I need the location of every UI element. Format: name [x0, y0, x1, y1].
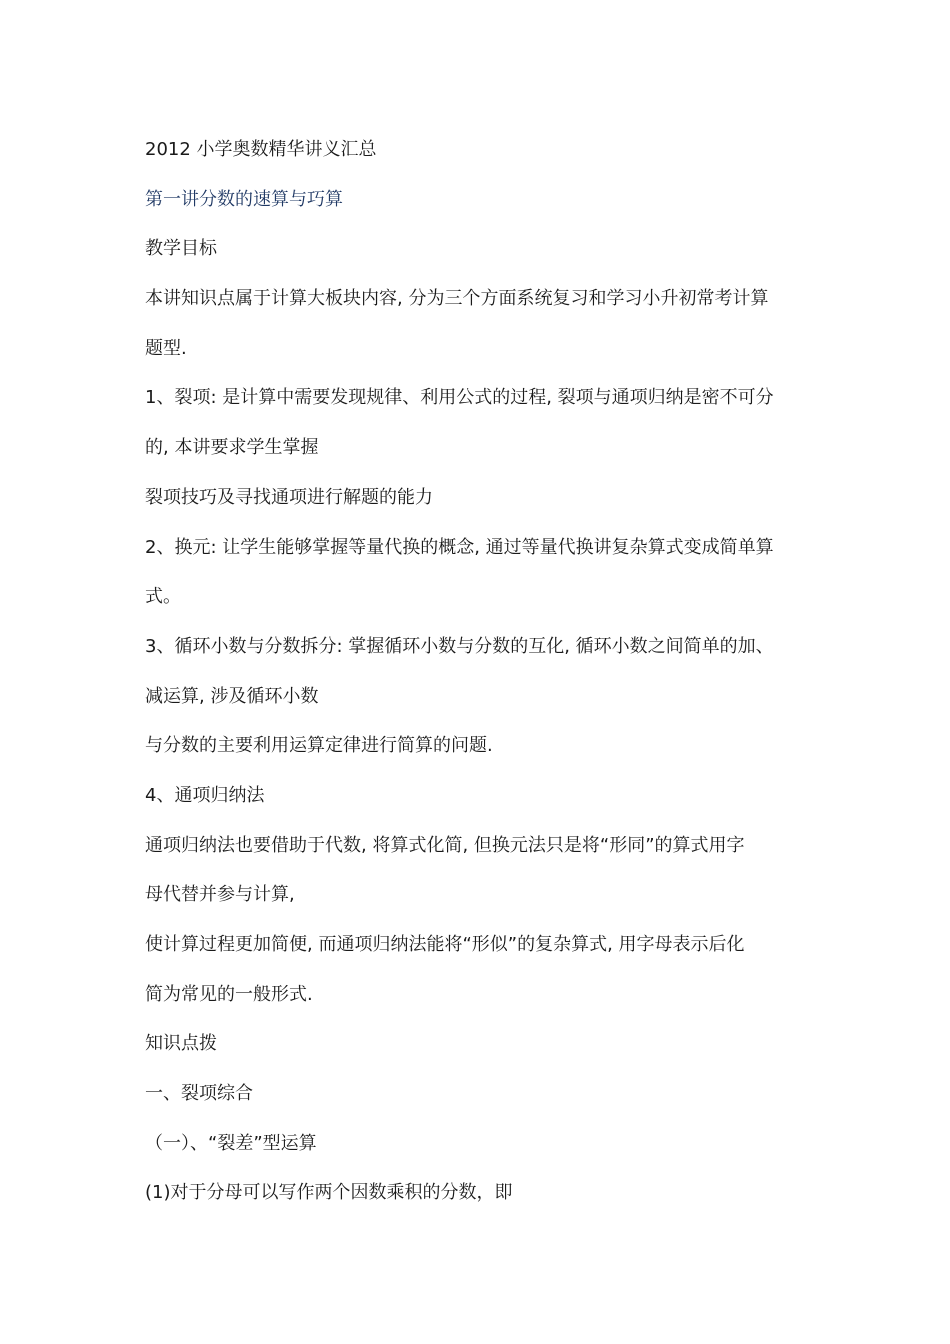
section-heading-teaching-goals: 教学目标 — [145, 238, 217, 260]
paragraph-line: 通项归纳法也要借助于代数, 将算式化简, 但换元法只是将“形同”的算式用字 — [145, 834, 745, 856]
paragraph-line: 裂项技巧及寻找通项进行解题的能力 — [145, 486, 433, 508]
document-title: 2012 小学奥数精华讲义汇总 — [145, 139, 377, 160]
list-item-repeating-decimals: 3、循环小数与分数拆分: 掌握循环小数与分数的互化, 循环小数之间简单的加、 — [145, 635, 774, 657]
section-heading-split-term-synthesis: 一、裂项综合 — [145, 1083, 253, 1105]
paragraph-line: 题型. — [145, 337, 187, 359]
list-item-substitution: 2、换元: 让学生能够掌握等量代换的概念, 通过等量代换讲复杂算式变成简单算 — [145, 536, 774, 558]
paragraph-line: (1)对于分母可以写作两个因数乘积的分数，即 — [145, 1182, 513, 1204]
section-heading-knowledge: 知识点拨 — [145, 1033, 217, 1055]
subsection-heading-difference-split: （一）、“裂差”型运算 — [145, 1132, 317, 1154]
paragraph-line: 母代替并参与计算, — [145, 884, 295, 906]
paragraph-line: 与分数的主要利用运算定律进行简算的问题. — [145, 735, 493, 757]
list-item-general-term: 4、通项归纳法 — [145, 784, 265, 806]
lecture-title: 第一讲分数的速算与巧算 — [145, 188, 343, 210]
paragraph-line: 简为常见的一般形式. — [145, 983, 313, 1005]
paragraph-line: 减运算, 涉及循环小数 — [145, 685, 319, 707]
paragraph-line: 式。 — [145, 586, 181, 608]
paragraph-line: 使计算过程更加简便, 而通项归纳法能将“形似”的复杂算式, 用字母表示后化 — [145, 934, 745, 955]
paragraph-line: 的, 本讲要求学生掌握 — [145, 437, 319, 459]
paragraph-line: 本讲知识点属于计算大板块内容, 分为三个方面系统复习和学习小升初常考计算 — [145, 288, 769, 310]
document-body — [145, 136, 815, 1229]
list-item-split-term: 1、裂项: 是计算中需要发现规律、利用公式的过程, 裂项与通项归纳是密不可分 — [145, 387, 774, 409]
